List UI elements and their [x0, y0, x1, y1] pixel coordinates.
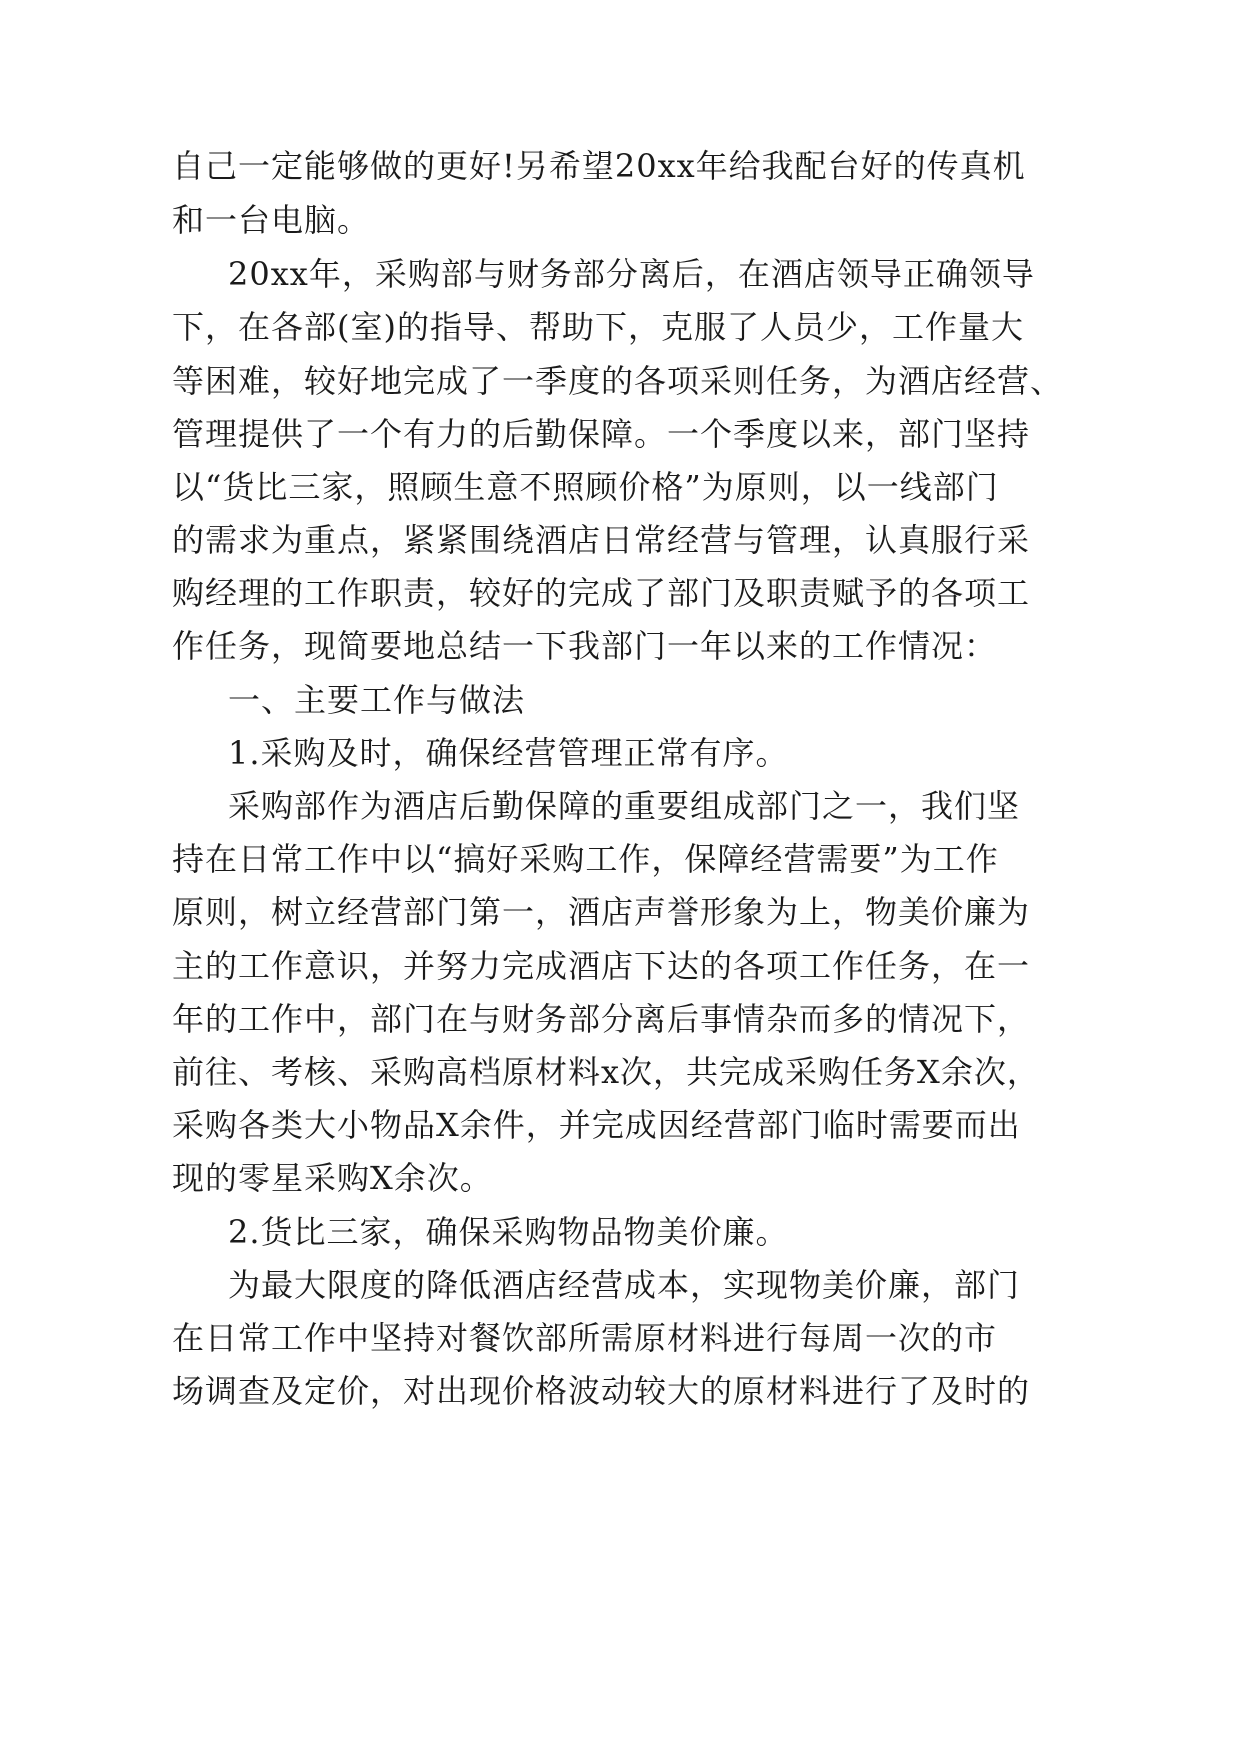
text-line-15 — [0, 882, 1241, 942]
line-text: 1.采购及时，确保经营管理正常有序。 — [228, 734, 789, 772]
line-text: 年的工作中，部门在与财务部分离后事情杂而多的情况下， — [172, 1000, 1031, 1038]
text-line-2 — [0, 190, 1241, 250]
text-line-14 — [0, 829, 1241, 889]
text-line-5 — [0, 351, 1241, 411]
line-text: 主的工作意识，并努力完成酒店下达的各项工作任务，在一 — [172, 947, 1031, 985]
line-text: 为最大限度的降低酒店经营成本，实现物美价廉，部门 — [228, 1266, 1021, 1304]
line-text: 场调查及定价，对出现价格波动较大的原材料进行了及时的 — [172, 1372, 1031, 1410]
line-text: 以“货比三家，照顾生意不照顾价格”为原则，以一线部门 — [172, 468, 999, 506]
line-text: 20xx年，采购部与财务部分离后，在酒店领导正确领导 — [228, 255, 1035, 293]
text-line-3 — [0, 244, 1241, 304]
text-line-4 — [0, 297, 1241, 357]
line-text: 作任务，现简要地总结一下我部门一年以来的工作情况： — [172, 627, 998, 665]
line-text: 原则，树立经营部门第一，酒店声誉形象为上，物美价廉为 — [172, 893, 1031, 931]
line-text: 在日常工作中坚持对餐饮部所需原材料进行每周一次的市 — [172, 1319, 998, 1357]
text-line-17 — [0, 989, 1241, 1049]
line-text: 采购部作为酒店后勤保障的重要组成部门之一，我们坚 — [228, 787, 1021, 825]
line-text: 下，在各部(室)的指导、帮助下，克服了人员少，工作量大 — [172, 308, 1024, 346]
text-line-7 — [0, 457, 1241, 517]
text-line-13 — [0, 776, 1241, 836]
text-line-9 — [0, 563, 1241, 623]
text-line-1 — [0, 136, 1241, 196]
line-text: 和一台电脑。 — [172, 201, 371, 239]
line-text: 2.货比三家，确保采购物品物美价廉。 — [228, 1213, 789, 1251]
line-text: 管理提供了一个有力的后勤保障。一个季度以来，部门坚持 — [172, 415, 1031, 453]
text-line-10 — [0, 616, 1241, 676]
line-text: 购经理的工作职责，较好的完成了部门及职责赋予的各项工 — [172, 574, 1031, 612]
subheading-2 — [0, 1202, 1241, 1262]
line-text: 的需求为重点，紧紧围绕酒店日常经营与管理，认真服行采 — [172, 521, 1031, 559]
text-line-20 — [0, 1148, 1241, 1208]
line-text: 一、主要工作与做法 — [228, 681, 526, 719]
line-text: 自己一定能够做的更好!另希望20xx年给我配台好的传真机 — [172, 147, 1026, 185]
text-line-6 — [0, 404, 1241, 464]
line-text: 采购各类大小物品X余件，并完成因经营部门临时需要而出 — [172, 1106, 1021, 1144]
text-line-19 — [0, 1095, 1241, 1155]
text-line-22 — [0, 1255, 1241, 1315]
section-heading — [0, 670, 1241, 730]
subheading-1 — [0, 723, 1241, 783]
text-line-23 — [0, 1308, 1241, 1368]
text-line-24 — [0, 1361, 1241, 1421]
line-text: 前往、考核、采购高档原材料x次，共完成采购任务X余次， — [172, 1053, 1040, 1091]
line-text: 等困难，较好地完成了一季度的各项采则任务，为酒店经营、 — [172, 362, 1064, 400]
text-line-16 — [0, 936, 1241, 996]
line-text: 现的零星采购X余次。 — [172, 1159, 493, 1197]
text-line-8 — [0, 510, 1241, 570]
text-line-18 — [0, 1042, 1241, 1102]
line-text: 持在日常工作中以“搞好采购工作，保障经营需要”为工作 — [172, 840, 999, 878]
